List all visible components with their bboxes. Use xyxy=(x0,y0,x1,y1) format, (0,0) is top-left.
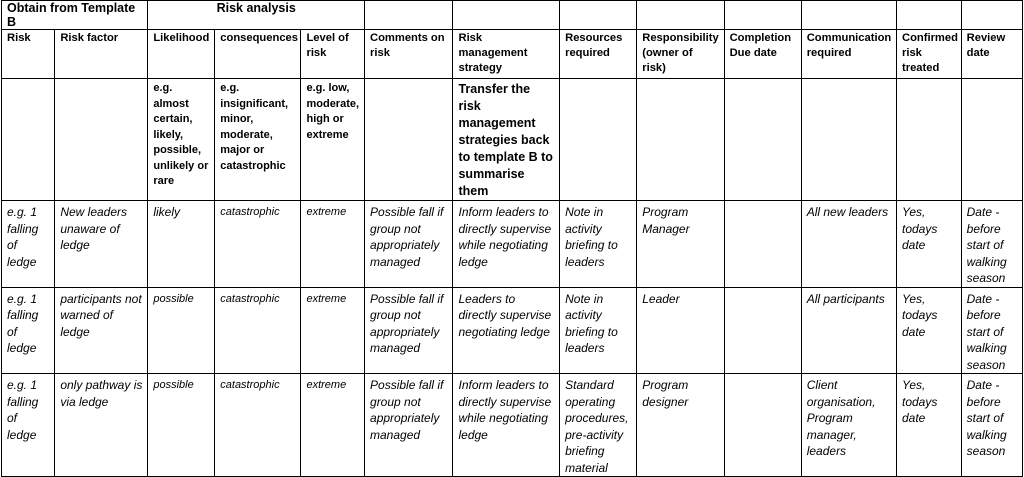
column-header-risk: Risk xyxy=(2,30,55,79)
guidance-row xyxy=(2,79,1023,201)
guidance-cell-empty xyxy=(637,79,724,201)
confirmed-cell: Yes, todays date xyxy=(896,374,961,477)
resources-cell: Note in activity briefing to leaders xyxy=(560,201,637,288)
group-header-empty xyxy=(724,1,801,30)
likelihood-examples: e.g. almost certain, likely, possible, unlikely or rare xyxy=(148,79,215,201)
risk-analysis-header: Risk analysis xyxy=(148,1,365,30)
due-date-cell xyxy=(724,287,801,374)
guidance-cell-empty xyxy=(896,79,961,201)
column-header-confirmed: Confirmed risk treated xyxy=(896,30,961,79)
group-header-empty xyxy=(365,1,453,30)
review-date-cell: Date - before start of walking season xyxy=(961,201,1022,288)
group-header-empty xyxy=(560,1,637,30)
confirmed-cell: Yes, todays date xyxy=(896,201,961,288)
communication-cell: Client organisation, Program manager, leaders xyxy=(801,374,896,477)
communication-cell: All participants xyxy=(801,287,896,374)
group-header-empty xyxy=(896,1,961,30)
strategy-cell: Leaders to directly supervise negotiating ledge xyxy=(453,287,560,374)
table-row xyxy=(2,374,1023,477)
guidance-cell-empty xyxy=(2,79,55,201)
responsibility-cell: Program Manager xyxy=(637,201,724,288)
strategy-cell: Inform leaders to directly supervise while negotiating ledge xyxy=(453,201,560,288)
guidance-cell-empty xyxy=(961,79,1022,201)
likelihood-cell: possible xyxy=(148,374,215,477)
comments-cell: Possible fall if group not appropriately managed xyxy=(365,201,453,288)
strategy-cell: Inform leaders to directly supervise while negotiating ledge xyxy=(453,374,560,477)
guidance-cell-empty xyxy=(55,79,148,201)
resources-cell: Note in activity briefing to leaders xyxy=(560,287,637,374)
likelihood-cell: possible xyxy=(148,287,215,374)
level-cell: extreme xyxy=(301,201,365,288)
column-header-review-date: Review date xyxy=(961,30,1022,79)
level-cell: extreme xyxy=(301,287,365,374)
table-row xyxy=(2,287,1023,374)
comments-cell: Possible fall if group not appropriately managed xyxy=(365,374,453,477)
risk-cell: e.g. 1 falling of ledge xyxy=(2,201,55,288)
comments-cell: Possible fall if group not appropriately managed xyxy=(365,287,453,374)
consequences-cell: catastrophic xyxy=(215,201,301,288)
guidance-cell-empty xyxy=(560,79,637,201)
risk-analysis-table xyxy=(1,0,1023,477)
column-header-likelihood: Likelihood xyxy=(148,30,215,79)
group-header-empty xyxy=(801,1,896,30)
obtain-from-template-header: Obtain from Template B xyxy=(2,1,148,30)
responsibility-cell: Program designer xyxy=(637,374,724,477)
column-header-row xyxy=(2,30,1023,79)
group-header-empty xyxy=(453,1,560,30)
guidance-cell-empty xyxy=(365,79,453,201)
risk-cell: e.g. 1 falling of ledge xyxy=(2,287,55,374)
column-header-due-date: Completion Due date xyxy=(724,30,801,79)
level-examples: e.g. low, moderate, high or extreme xyxy=(301,79,365,201)
likelihood-cell: likely xyxy=(148,201,215,288)
column-header-consequences: consequences xyxy=(215,30,301,79)
column-header-resources: Resources required xyxy=(560,30,637,79)
communication-cell: All new leaders xyxy=(801,201,896,288)
column-header-communication: Communication required xyxy=(801,30,896,79)
risk-factor-cell: participants not warned of ledge xyxy=(55,287,148,374)
guidance-cell-empty xyxy=(724,79,801,201)
consequences-cell: catastrophic xyxy=(215,374,301,477)
group-header-empty xyxy=(637,1,724,30)
consequences-examples: e.g. insignificant, minor, moderate, major or catastrophic xyxy=(215,79,301,201)
column-header-strategy: Risk management strategy xyxy=(453,30,560,79)
group-header-empty xyxy=(961,1,1022,30)
group-header-row xyxy=(2,1,1023,30)
confirmed-cell: Yes, todays date xyxy=(896,287,961,374)
review-date-cell: Date - before start of walking season xyxy=(961,287,1022,374)
review-date-cell: Date - before start of walking season xyxy=(961,374,1022,477)
table-row xyxy=(2,201,1023,288)
column-header-level-of-risk: Level of risk xyxy=(301,30,365,79)
strategy-instruction: Transfer the risk management strategies back to template B to summarise them xyxy=(453,79,560,201)
column-header-risk-factor: Risk factor xyxy=(55,30,148,79)
due-date-cell xyxy=(724,374,801,477)
column-header-responsibility: Responsibility (owner of risk) xyxy=(637,30,724,79)
risk-factor-cell: New leaders unaware of ledge xyxy=(55,201,148,288)
consequences-cell: catastrophic xyxy=(215,287,301,374)
guidance-cell-empty xyxy=(801,79,896,201)
risk-factor-cell: only pathway is via ledge xyxy=(55,374,148,477)
responsibility-cell: Leader xyxy=(637,287,724,374)
risk-cell: e.g. 1 falling of ledge xyxy=(2,374,55,477)
due-date-cell xyxy=(724,201,801,288)
column-header-comments: Comments on risk xyxy=(365,30,453,79)
resources-cell: Standard operating procedures, pre-activity briefing material xyxy=(560,374,637,477)
level-cell: extreme xyxy=(301,374,365,477)
